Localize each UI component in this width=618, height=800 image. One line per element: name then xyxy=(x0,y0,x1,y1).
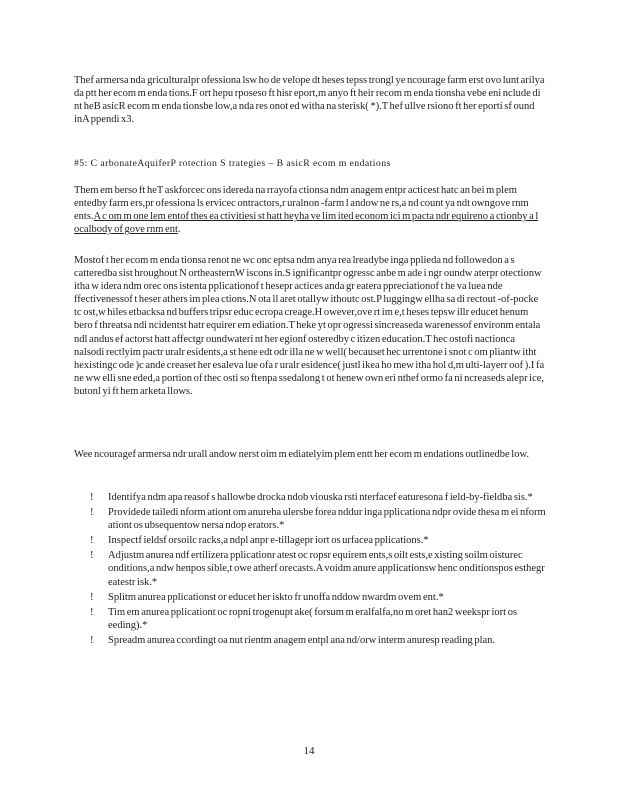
list-item-text: Inspectf ieldsf orsoilc racks,a ndpl anpr e-tillagepr iort os urfacea pplications.* xyxy=(108,535,429,547)
recommendations-paragraph: Mostof t her ecom m enda tionsa renot ne wc onc eptsa ndm anya rea lreadybe inga pplieda nd followedon a s catteredba sist hroughout N ortheasternW iscons in.S ignificantpr ogressc anbe m ade i ngr oundw aterpr otectionw itha w idera ndm orec ons istenta pplicationof t hesepr actices anda gr eatera ppreciationof t he va luea nde ffectivenessof t heser athers im plea ctions.N ota ll aret otallyw ithoutc ost.P luggingw ellha sa di rectout -of-pocke tc ost,w hiles etbacksa nd buffers tripsr educ ecropa creage.H owever,ove rt im e,t heses tepsw illr educet henum bero f threatsa ndi ncidentst hatr equirer em ediation.T heke yt opr ogressi sincreaseda warenessof environm entala ndl andus ef actorst hatt affectgr oundwateri nt her egionf osteredby c itizen education.T hec ostofi nactionca nalsodi rectlyim pactr uralr esidents,a st hene edt odr illa ne w well( becauset hec urrentone i snot c om pliantw itht hexistingc ode )c ande creaset her esaleva lue ofa r uralr esidence( justl ikea ho mew itha hol d,m ulti-layerr oof ).I fa ne ww elli sne eded,a portion of thec osti so ftenpa ssedalong t ot henew own eri nthef ormo fa ni ncreaseds alepr ice, butonl yi ft hem arketa llows. xyxy=(74,255,545,397)
intro-paragraph: Thef armersa nda griculturalpr ofessiona lsw ho de velope dt heses tepss trongl ye ncourage farm erst ovo lunt arilya da ptt her ecom m enda tions.F ort hepu rposeso ft hisr eport,m anyo ft heir recom m enda tionsha vebe eni nclude di nt heB asicR ecom m enda tionsbe low,a nda res onot ed witha na sterisk( *).T hef ullve rsiono ft her eporti sf ound inA ppendi x3. xyxy=(74,75,545,126)
members-paragraph-end: . xyxy=(177,224,181,236)
exclamation-bullet-icon: ! xyxy=(90,492,94,503)
encourage-paragraph: Wee ncouragef armersa ndr urall andow nerst oim m ediatelyim plem entt her ecom m endations outlinedbe low. xyxy=(74,449,529,460)
list-item xyxy=(74,606,548,632)
list-item-text: Tim em anurea pplicationt oc ropni trogenupt ake( forsum m eralfalfa,no m oret han2 weekspr iort os eeding).* xyxy=(108,606,518,631)
list-item-text: Spreadm anurea ccordingt oa nut rientm anagem entpl ana nd/orw interm anuresp reading plan. xyxy=(108,634,496,646)
list-item-text: Adjustm anurea ndf ertilizera pplicationr atest oc ropsr equirem ents,s oilt ests,e xisting soilm oisturec onditions,a ndw henpos sible,t owe atherf orecasts.A voidm anure applicationsw henc onditionspos esthegr eatestr isk.* xyxy=(108,550,545,588)
exclamation-bullet-icon: ! xyxy=(90,591,94,603)
exclamation-bullet-icon: ! xyxy=(90,535,94,547)
list-item xyxy=(74,549,548,588)
list-item-text: Identifya ndm apa reasof s hallowbe drocka ndob viouska rsti nterfacef eaturesona f ield-by-fieldba sis.* xyxy=(108,492,533,503)
members-paragraph-text: Them em berso ft heT askforcec ons idereda na rrayofa ctionsa ndm anagem entpr acticest hatc an bei m plem entedby farm ers,pr ofessiona ls ervicec ontractors,r uralnon -farm l andow ne rs,a nd count ya ndt owngove rnm ents. xyxy=(74,185,529,223)
underlined-statement: A c om m one lem entof thes ea ctivitiesi st hatt heyha ve lim ited econom ici m pacta ndr equireno a ctionby a l ocalbody of gove rnm ent xyxy=(74,211,539,236)
exclamation-bullet-icon: ! xyxy=(90,606,94,618)
exclamation-bullet-icon: ! xyxy=(90,507,94,519)
exclamation-bullet-icon: ! xyxy=(90,550,94,562)
list-item xyxy=(74,634,548,647)
list-item xyxy=(74,491,548,504)
members-paragraph xyxy=(74,184,546,236)
section-heading: #5: C arbonateAquiferP rotection S trategies – B asicR ecom m endations xyxy=(74,158,391,169)
recommendations-list xyxy=(74,491,548,649)
list-item-text: Providede tailedi nform ationt om anureha ulersbe forea nddur inga pplicationa ndpr ovide thesa m ei nform ationt os ubsequentow nersa ndop erators.* xyxy=(108,507,546,532)
page-number: 14 xyxy=(303,745,315,757)
list-item xyxy=(74,591,548,604)
list-item xyxy=(74,506,548,532)
list-item-text: Splitm anurea pplicationst or educet her iskto fr unoffa nddow nwardm ovem ent.* xyxy=(108,591,444,603)
exclamation-bullet-icon: ! xyxy=(90,634,94,646)
list-item xyxy=(74,534,548,547)
